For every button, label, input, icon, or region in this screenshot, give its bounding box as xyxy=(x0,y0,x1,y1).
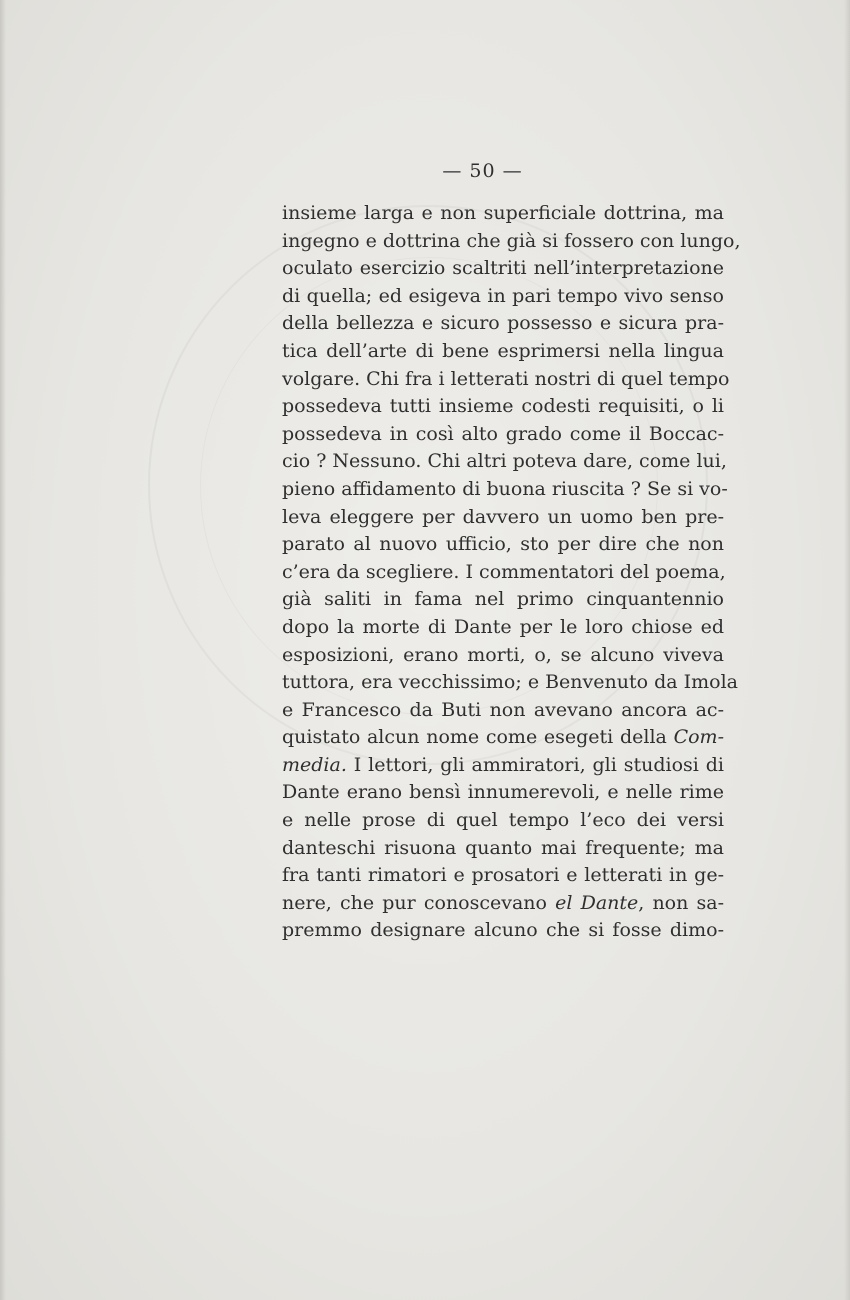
text-line: c’era da scegliere. I commentatori del poema, xyxy=(282,560,726,583)
text-line: fra tanti rimatori e prosatori e letterati in ge- xyxy=(282,864,724,887)
text-line: tuttora, era vecchissimo; e Benvenuto da Imola xyxy=(282,671,738,694)
text-line: leva eleggere per davvero un uomo ben pre- xyxy=(282,505,724,528)
text-line: esposizioni, erano morti, o, se alcuno viveva xyxy=(282,643,724,666)
text-line: della bellezza e sicuro possesso e sicura pra- xyxy=(282,312,724,335)
body-text xyxy=(282,200,741,945)
text-line: volgare. Chi fra i letterati nostri di quel tempo xyxy=(282,367,730,390)
italic-title: el Dante xyxy=(555,891,639,914)
text-line: danteschi risuona quanto mai frequente; ma xyxy=(282,836,724,859)
text-line: di quella; ed esigeva in pari tempo vivo senso xyxy=(282,284,724,307)
text-line: tica dell’arte di bene esprimersi nella lingua xyxy=(282,339,724,362)
page-edge-right xyxy=(844,0,850,1300)
text-line: insieme larga e non superficiale dottrina, ma xyxy=(282,202,724,224)
text-line: e nelle prose di quel tempo l’eco dei versi xyxy=(282,809,724,832)
text-line: parato al nuovo ufficio, sto per dire che non xyxy=(282,533,724,556)
page-number: — 50 — xyxy=(442,160,523,182)
page-edge-left xyxy=(0,0,6,1300)
text-line: e Francesco da Buti non avevano ancora ac- xyxy=(282,698,724,721)
italic-title: Com- xyxy=(673,726,724,749)
text-line: premmo designare alcuno che si fosse dimo- xyxy=(282,919,724,942)
text-line: oculato esercizio scaltriti nell’interpretazione xyxy=(282,257,724,280)
text-line: già saliti in fama nel primo cinquantennio xyxy=(282,588,724,611)
text-line: dopo la morte di Dante per le loro chiose ed xyxy=(282,615,724,638)
text-line: Dante erano bensì innumerevoli, e nelle rime xyxy=(282,781,724,804)
text-line: possedeva tutti insieme codesti requisiti, o li xyxy=(282,395,724,418)
text-line: ingegno e dottrina che già si fossero con lungo, xyxy=(282,229,741,252)
text-line: quistato alcun nome come esegeti della Com- xyxy=(282,726,724,749)
text-line: cio ? Nessuno. Chi altri poteva dare, come lui, xyxy=(282,450,727,473)
text-line: pieno affidamento di buona riuscita ? Se si vo- xyxy=(282,477,728,500)
text-line: possedeva in così alto grado come il Boccac- xyxy=(282,422,724,445)
text-line: nere, che pur conoscevano el Dante, non sa- xyxy=(282,891,724,914)
italic-title: media. xyxy=(282,753,347,776)
text-line: media. I lettori, gli ammiratori, gli studiosi di xyxy=(282,753,724,776)
